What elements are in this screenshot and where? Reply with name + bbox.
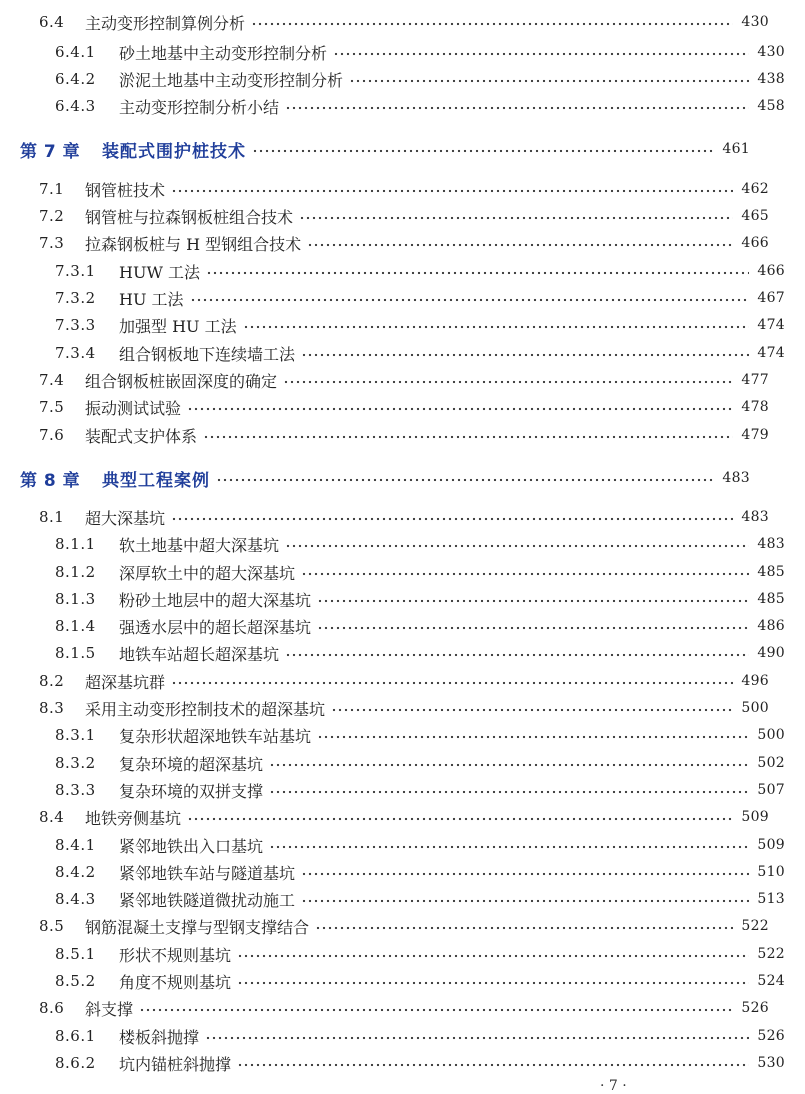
toc-entry-title: 紧邻地铁出入口基坑 [119,836,264,856]
toc-entry-title: 粉砂土地层中的超大深基坑 [119,590,312,610]
toc-entry-number: 第 8 章 [20,470,81,491]
dot-leader [187,817,733,821]
toc-entry-title: 组合钢板桩嵌固深度的确定 [85,371,278,391]
toc-entry-number: 第 7 章 [20,141,81,162]
toc-entry-page: 478 [741,399,769,415]
toc-entry-number: 8.1.1 [55,535,96,553]
dot-leader [206,271,749,275]
page-number-footer: · 7 · [600,1078,627,1094]
dot-leader [317,735,749,739]
toc-entry-page: 500 [757,727,785,743]
toc-entry-number: 8.3 [39,699,65,717]
toc-entry-page: 485 [757,564,785,580]
toc-entry-number: 8.4.1 [55,836,96,854]
toc-entry-page: 509 [757,837,785,853]
toc-entry[interactable] [0,531,805,557]
toc-entry-title: 装配式支护体系 [85,426,198,446]
toc-entry-title: 复杂环境的超深基坑 [119,754,264,774]
dot-leader [269,845,749,849]
dot-leader [171,681,733,685]
toc-entry-page: 483 [757,536,785,552]
toc-entry-page: 458 [757,98,785,114]
dot-leader [237,954,749,958]
toc-entry-page: 474 [757,345,785,361]
toc-entry-number: 6.4 [39,13,65,31]
dot-leader [283,380,733,384]
toc-entry-number: 7.3.1 [55,262,96,280]
toc-entry[interactable] [0,859,805,885]
toc-entry-page: 526 [741,1000,769,1016]
toc-entry-title: 拉森钢板桩与 H 型钢组合技术 [85,234,302,254]
toc-entry[interactable] [0,886,805,912]
toc-entry[interactable] [0,750,805,776]
toc-entry-number: 7.4 [39,371,65,389]
toc-entry-title: 紧邻地铁隧道微扰动施工 [119,890,296,910]
dot-leader [187,407,733,411]
toc-entry[interactable] [0,93,805,119]
toc-entry-number: 7.3.2 [55,289,96,307]
toc-entry[interactable] [0,367,789,393]
toc-entry[interactable] [0,394,789,420]
toc-entry-number: 8.1.5 [55,644,96,662]
toc-entry-page: 513 [757,891,785,907]
dot-leader [171,517,733,521]
toc-entry-title: 地铁旁侧基坑 [85,808,182,828]
toc-entry[interactable] [0,722,805,748]
toc-entry-title: 深厚软土中的超大深基坑 [119,563,296,583]
dot-leader [315,926,733,930]
dot-leader [331,708,733,712]
toc-entry-page: 465 [741,208,769,224]
toc-entry-number: 7.5 [39,398,65,416]
toc-entry[interactable] [0,668,789,694]
dot-leader [301,572,749,576]
toc-entry-title: 钢管桩技术 [85,180,166,200]
dot-leader [349,79,749,83]
toc-entry[interactable] [0,695,789,721]
toc-entry[interactable] [0,941,805,967]
toc-entry[interactable] [0,640,805,666]
toc-entry-page: 507 [757,782,785,798]
dot-leader [203,435,733,439]
toc-entry[interactable] [0,504,789,530]
toc-entry[interactable] [0,832,805,858]
toc-entry-number: 8.6.2 [55,1054,96,1072]
toc-entry-page: 479 [741,427,769,443]
toc-entry[interactable] [0,586,805,612]
toc-entry-page: 483 [722,470,750,486]
toc-entry-number: 8.3.2 [55,754,96,772]
dot-leader [333,52,749,56]
toc-entry-number: 6.4.3 [55,97,96,115]
toc-entry-title: 振动测试试验 [85,398,182,418]
toc-entry-page: 430 [757,44,785,60]
toc-entry-title: 采用主动变形控制技术的超深基坑 [85,699,326,719]
toc-entry-title: 主动变形控制分析小结 [119,97,280,117]
toc-entry-number: 6.4.1 [55,43,96,61]
dot-leader [301,872,749,876]
dot-leader [285,544,749,548]
toc-entry-page: 461 [722,141,750,157]
toc-entry[interactable] [0,777,805,803]
toc-entry-title: 楼板斜抛撑 [119,1027,200,1047]
toc-chapter-entry[interactable] [0,463,770,493]
toc-entry-title: 淤泥土地基中主动变形控制分析 [119,70,344,90]
toc-entry[interactable] [0,913,789,939]
toc-entry-title: 角度不规则基坑 [119,972,232,992]
toc-entry-title: 典型工程案例 [102,470,210,491]
toc-entry-page: 438 [757,71,785,87]
toc-entry-page: 477 [741,372,769,388]
toc-entry[interactable] [0,1023,805,1049]
dot-leader [243,325,749,329]
toc-entry[interactable] [0,804,789,830]
toc-entry[interactable] [0,203,789,229]
toc-entry-number: 7.3 [39,234,65,252]
toc-entry-number: 7.2 [39,207,65,225]
toc-entry[interactable] [0,258,805,284]
toc-entry-page: 486 [757,618,785,634]
toc-entry-number: 8.1 [39,508,65,526]
toc-entry-title: 斜支撑 [85,999,134,1019]
toc-entry-number: 8.1.3 [55,590,96,608]
dot-leader [237,981,749,985]
toc-entry-page: 526 [757,1028,785,1044]
toc-entry-title: 软土地基中超大深基坑 [119,535,280,555]
toc-entry-number: 8.3.1 [55,726,96,744]
toc-entry-number: 8.4.2 [55,863,96,881]
toc-entry-page: 522 [741,918,769,934]
toc-entry-page: 530 [757,1055,785,1071]
toc-entry-page: 467 [757,290,785,306]
toc-entry[interactable] [0,559,805,585]
toc-entry-title: 砂土地基中主动变形控制分析 [119,43,328,63]
toc-entry-number: 8.5 [39,917,65,935]
dot-leader [205,1036,749,1040]
toc-entry-page: 430 [741,14,769,30]
toc-entry-number: 8.5.2 [55,972,96,990]
dot-leader [190,298,749,302]
dot-leader [299,216,733,220]
dot-leader [171,189,733,193]
dot-leader [301,353,749,357]
toc-entry-number: 8.4 [39,808,65,826]
toc-entry-page: 485 [757,591,785,607]
toc-entry-title: 主动变形控制算例分析 [85,13,246,33]
toc-entry-page: 510 [757,864,785,880]
toc-entry[interactable] [0,66,805,92]
toc-entry-title: 组合钢板地下连续墙工法 [119,344,296,364]
toc-entry-number: 8.5.1 [55,945,96,963]
toc-entry-number: 7.1 [39,180,65,198]
toc-entry-number: 8.4.3 [55,890,96,908]
toc-entry-title: HUW 工法 [119,262,200,282]
toc-entry-title: 坑内锚桩斜抛撑 [119,1054,232,1074]
toc-entry[interactable] [0,312,805,338]
toc-chapter-entry[interactable] [0,134,770,164]
dot-leader [301,899,749,903]
toc-entry-page: 496 [741,673,769,689]
toc-entry-page: 502 [757,755,785,771]
toc-entry-title: 装配式围护桩技术 [102,141,246,162]
toc-entry[interactable] [0,1050,805,1076]
toc-entry-page: 483 [741,509,769,525]
toc-entry-number: 6.4.2 [55,70,96,88]
dot-leader [317,599,749,603]
toc-entry-title: 超深基坑群 [85,672,166,692]
toc-entry[interactable] [0,9,789,35]
toc-entry-page: 522 [757,946,785,962]
dot-leader [237,1063,749,1067]
dot-leader [269,790,749,794]
toc-entry-title: 强透水层中的超长超深基坑 [119,617,312,637]
dot-leader [139,1008,733,1012]
toc-entry-number: 8.1.4 [55,617,96,635]
toc-entry-page: 462 [741,181,769,197]
toc-entry-title: 复杂环境的双拼支撑 [119,781,264,801]
toc-entry-title: 复杂形状超深地铁车站基坑 [119,726,312,746]
dot-leader [251,22,733,26]
dot-leader [307,243,733,247]
toc-entry-title: 地铁车站超长超深基坑 [119,644,280,664]
toc-entry-number: 8.3.3 [55,781,96,799]
toc-entry[interactable] [0,422,789,448]
toc-entry[interactable] [0,285,805,311]
toc-entry[interactable] [0,995,789,1021]
dot-leader [285,106,749,110]
toc-entry-number: 8.2 [39,672,65,690]
toc-entry[interactable] [0,613,805,639]
toc-entry-number: 8.6 [39,999,65,1017]
toc-entry-page: 466 [741,235,769,251]
dot-leader [216,478,714,482]
toc-entry-page: 474 [757,317,785,333]
dot-leader [252,149,714,153]
toc-entry-title: 紧邻地铁车站与隧道基坑 [119,863,296,883]
toc-entry-title: 加强型 HU 工法 [119,316,237,336]
toc-entry-number: 7.3.4 [55,344,96,362]
toc-entry[interactable] [0,340,805,366]
toc-entry-title: 钢管桩与拉森钢板桩组合技术 [85,207,294,227]
toc-entry-page: 500 [741,700,769,716]
dot-leader [317,626,749,630]
toc-entry-number: 7.3.3 [55,316,96,334]
toc-entry-page: 509 [741,809,769,825]
toc-entry[interactable] [0,39,805,65]
toc-entry[interactable] [0,968,805,994]
dot-leader [269,763,749,767]
toc-entry-page: 466 [757,263,785,279]
toc-entry-title: 形状不规则基坑 [119,945,232,965]
toc-entry[interactable] [0,176,789,202]
toc-entry-title: 钢筋混凝土支撑与型钢支撑结合 [85,917,310,937]
toc-entry-page: 524 [757,973,785,989]
toc-entry-number: 8.6.1 [55,1027,96,1045]
toc-entry-number: 8.1.2 [55,563,96,581]
dot-leader [285,653,749,657]
toc-entry-title: HU 工法 [119,289,184,309]
toc-entry-page: 490 [757,645,785,661]
toc-entry[interactable] [0,230,789,256]
toc-entry-title: 超大深基坑 [85,508,166,528]
toc-entry-number: 7.6 [39,426,65,444]
